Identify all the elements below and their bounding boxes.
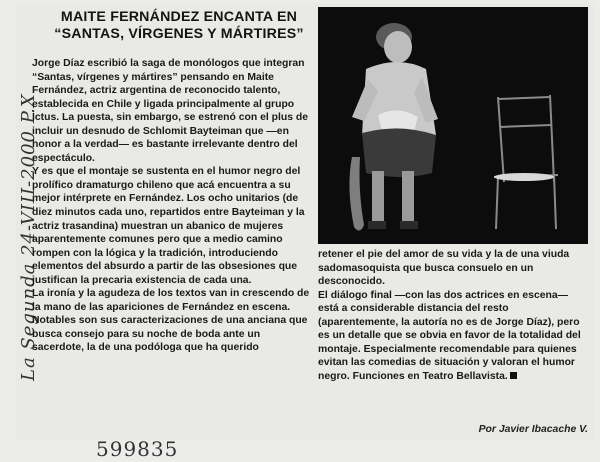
headline — [34, 9, 324, 43]
article-paragraph-1: Jorge Díaz escribió la saga de monólogos que integran “Santas, vírgenes y mártires” pensando en Maite Fernández, actriz argentina de reconocido talento, establecida en Chile y ligada principalmente al grupo Ictus. La puesta, sin embargo, se estrenó con el plus de incluir un desnudo de Schlomit Bayteiman que —en honor a la verdad— es bastante irrelevante dentro del espectáculo. — [32, 58, 309, 164]
handwritten-margin-note: La Segunda 24-VIII-2000 P.X — [18, 93, 39, 381]
byline: Por Javier Ibacache V. — [478, 424, 588, 435]
headline-line-2: “SANTAS, VÍRGENES Y MÁRTIRES” — [54, 26, 304, 42]
article-paragraph-5-text: El diálogo final —con las dos actrices en escena— está a considerable distancia del resto (aparentemente, la autoría no es de Jorge Díaz), pero es un detalle que se obvia en favor de la totalidad del montaje. Especialmente recomendable para quienes evitan las comedias de situación y valoran el humor negro. Funciones en Teatro Bellavista. — [318, 289, 581, 382]
article-paragraph-2: Y es que el montaje se sustenta en el humor negro del prolífico dramaturgo chileno que acá encuentra a su mejor intérprete en Fernández. Los ocho unitarios (de diez minutos cada uno, repartidos entre Bayteiman y la actriz trasandina) muestran un abanico de mujeres aparentemente comunes pero que a medio camino rompen con la lógica y la tradición, introduciendo elementos del absurdo a partir de las obsesiones que justifican la precaria existencia de cada una. — [32, 166, 305, 286]
stage-photo — [318, 7, 588, 244]
headline-line-1: MAITE FERNÁNDEZ ENCANTA EN — [60, 9, 298, 25]
archive-code: 599835 — [96, 437, 179, 461]
article-column-right — [318, 248, 588, 383]
article-paragraph-5 — [318, 289, 588, 384]
article-paragraph-3: La ironía y la agudeza de los textos van in crescendo de la mano de las apariciones de Fernández en escena. Notables son sus caracterizaciones de una anciana que busca consejo para su noche de boda ante un sacerdote, la de una podóloga que ha querido — [32, 288, 310, 354]
article-column-left — [32, 57, 314, 355]
end-mark-icon — [510, 372, 517, 379]
newspaper-clipping — [16, 3, 594, 440]
article-paragraph-4: retener el pie del amor de su vida y la de una viuda sadomasoquista que busca consuelo en un desconocido. — [318, 249, 570, 288]
